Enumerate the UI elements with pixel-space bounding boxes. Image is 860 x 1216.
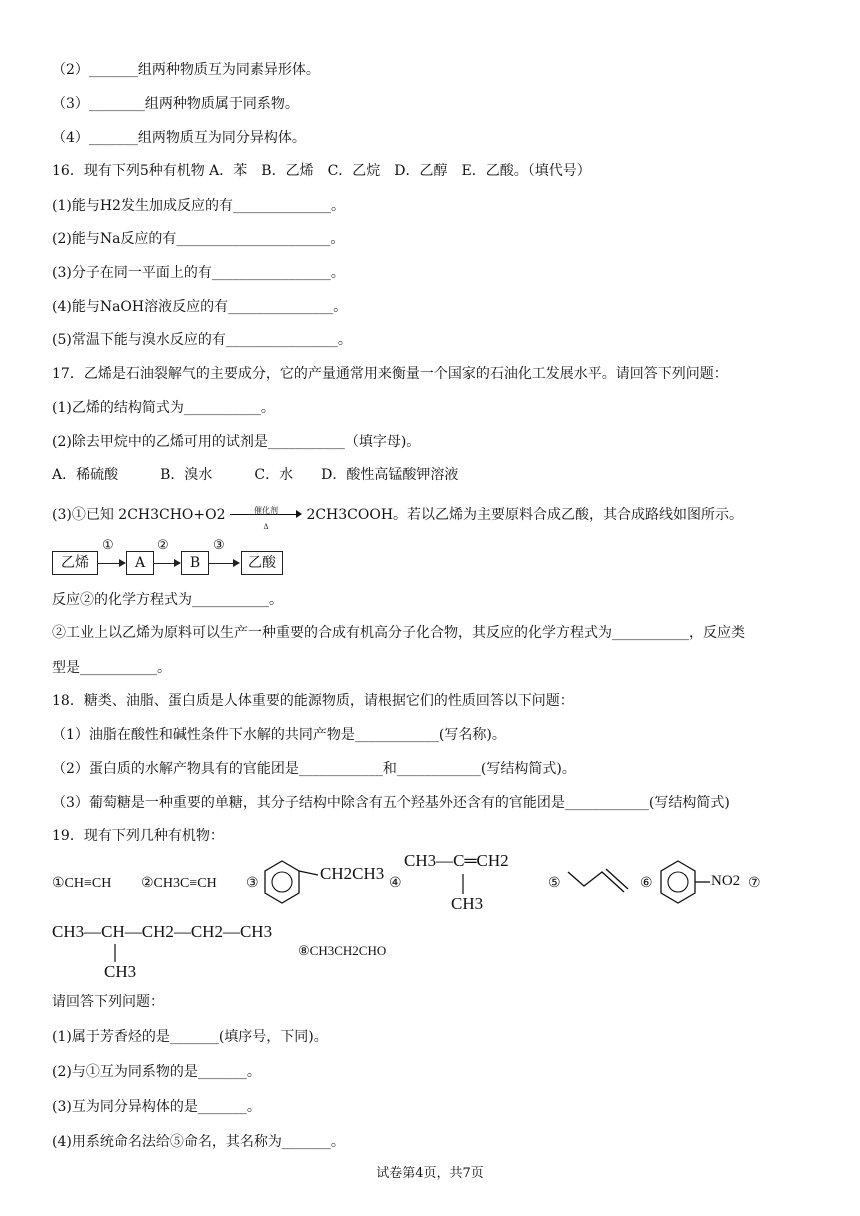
q17-type: 型是___________。 (52, 660, 171, 676)
q15-part2: （2）_______组两种物质互为同素异形体。 (52, 62, 320, 78)
compound-3-number: ③ (246, 876, 259, 891)
route-box-a: A (126, 551, 154, 575)
reaction-arrow (230, 506, 302, 531)
q17-reaction2: 反应②的化学方程式为___________。 (52, 592, 283, 608)
compound-6-group: NO2 (711, 873, 741, 889)
benzene-ring-3 (262, 858, 322, 912)
benzene-ring-6 (656, 858, 712, 912)
compound-7-bond (110, 942, 120, 964)
route-step-3: ③ (213, 538, 225, 553)
compound-1: ①CH≡CH (52, 876, 112, 891)
q17-part2: (2)除去甲烷中的乙烯可用的试剂是___________（填字母)。 (52, 434, 421, 450)
q19-part1: (1)属于芳香烃的是_______(填序号，下同)。 (52, 1029, 328, 1045)
q19-part3: (3)互为同分异构体的是_______。 (52, 1099, 261, 1115)
q17-industry: ②工业上以乙烯为原料可以生产一种重要的合成有机高分子化合物，其反应的化学方程式为___________，反应类 (52, 625, 745, 641)
compound-7-branch: CH3 (104, 962, 137, 981)
compound-4-number: ④ (389, 876, 402, 891)
route-box-acetic-acid: 乙酸 (241, 551, 283, 575)
compound-6-number: ⑥ (640, 876, 653, 891)
compound-4-branch: CH3 (451, 894, 484, 913)
compound-4-main: CH3—C═CH2 (404, 851, 509, 870)
q19-part2: (2)与①互为同系物的是_______。 (52, 1064, 261, 1080)
q17-options: A．稀硫酸 B．溴水 C．水 D．酸性高锰酸钾溶液 (52, 467, 459, 483)
q16-part4: (4)能与NaOH溶液反应的有_______________。 (52, 299, 348, 315)
compound-7-main: CH3—CH—CH2—CH2—CH3 (52, 922, 273, 941)
q17-part3-equation (52, 505, 744, 531)
q19-part4: (4)用系统命名法给⑤命名，其名称为_______。 (52, 1134, 345, 1150)
compound-5-skeleton (566, 864, 638, 898)
equation-right: 2CH3COOH。若以乙烯为主要原料合成乙酸，其合成路线如图所示。 (306, 507, 744, 523)
equation-left: (3)①已知 2CH3CHO+O2 (52, 507, 226, 523)
q16-part2: (2)能与Na反应的有______________________。 (52, 231, 345, 247)
route-box-ethylene: 乙烯 (52, 551, 98, 575)
route-step-2: ② (157, 538, 169, 553)
q19-stem: 19．现有下列几种有机物： (52, 828, 224, 844)
compound-2: ②CH3C≡CH (141, 876, 217, 891)
page-footer: 试卷第4页，共7页 (376, 1166, 484, 1181)
q19-ask: 请回答下列问题： (52, 994, 164, 1010)
q18-part2: （2）蛋白质的水解产物具有的官能团是____________和____________(写结构简式)。 (52, 761, 576, 777)
q18-part1: （1）油脂在酸性和碱性条件下水解的共同产物是____________(写名称)。 (52, 727, 506, 743)
q15-part3: （3）________组两种物质属于同系物。 (52, 96, 299, 112)
q18-stem: 18．糖类、油脂、蛋白质是人体重要的能源物质，请根据它们的性质回答以下问题： (52, 693, 574, 709)
q16-part1: (1)能与H2发生加成反应的有______________。 (52, 198, 345, 214)
q16-part3: (3)分子在同一平面上的有_________________。 (52, 265, 345, 281)
q16-part5: (5)常温下能与溴水反应的有________________。 (52, 332, 352, 348)
q16-stem: 16．现有下列5种有机物 A．苯 B．乙烯 C．乙烷 D．乙醇 E．乙酸。（填代号） (52, 163, 591, 179)
heat-label: Δ (263, 523, 269, 531)
compound-3-chain: CH2CH3 (320, 864, 385, 883)
route-step-1: ① (102, 538, 114, 553)
q15-part4: （4）_______组两物质互为同分异构体。 (52, 130, 306, 146)
catalyst-label: 催化剂 (253, 506, 278, 515)
compound-4-bond (458, 872, 468, 896)
route-box-b: B (181, 551, 209, 575)
compound-7-number: ⑦ (748, 876, 761, 891)
q17-part1: (1)乙烯的结构简式为___________。 (52, 400, 275, 416)
compound-8: ⑧CH3CH2CHO (298, 943, 387, 958)
q18-part3: （3）葡萄糖是一种重要的单糖，其分子结构中除含有五个羟基外还含有的官能团是____________(写结构简式) (52, 795, 730, 811)
compound-5-number: ⑤ (548, 876, 561, 891)
q17-stem: 17．乙烯是石油裂解气的主要成分，它的产量通常用来衡量一个国家的石油化工发展水平。请回答下列问题： (52, 366, 728, 382)
